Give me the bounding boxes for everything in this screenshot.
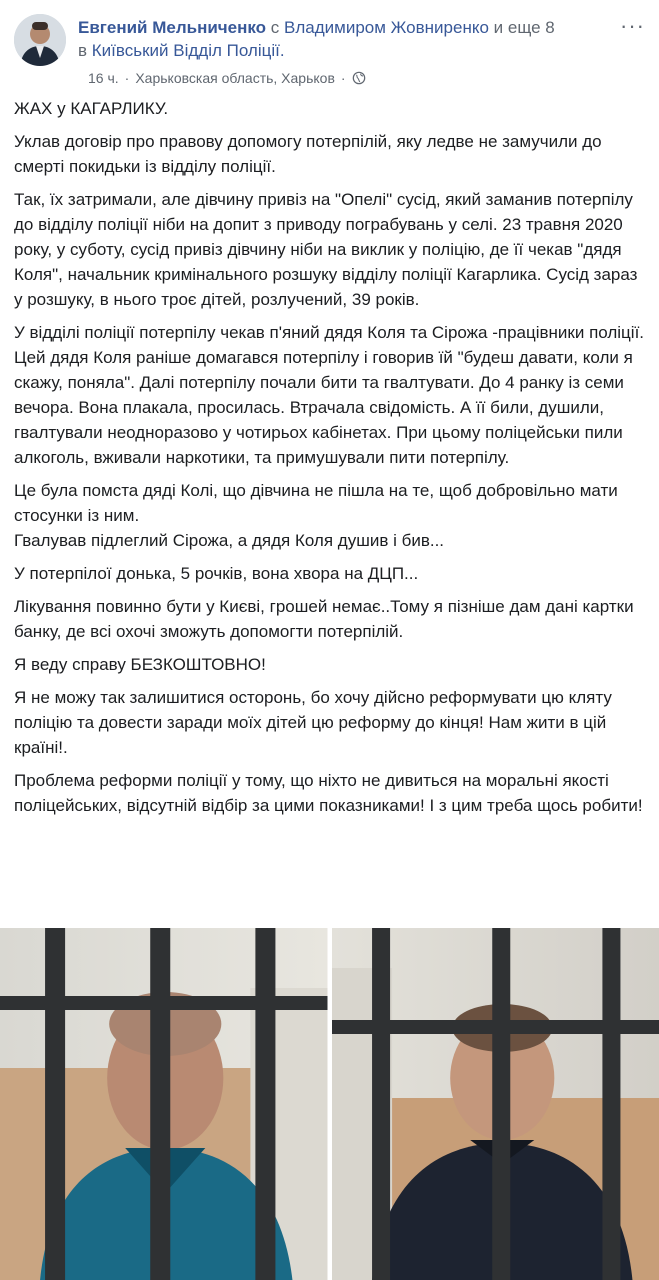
man-behind-bars-photo-icon [332,928,659,1280]
author-name-link[interactable]: Евгений Мельниченко [78,18,267,37]
post-paragraph: У потерпілої донька, 5 рочків, вона хвора на ДЦП... [14,564,419,583]
tagged-person-link[interactable]: Владимиром Жовниренко [284,18,489,37]
post-text [14,96,646,826]
post-paragraph: Це була помста дяді Колі, що дівчина не пішла на те, щоб добровільно мати стосунки із ним. Гвалував підлеглий Сірожа, а дядя Коля душив і бив... [14,481,618,550]
post-photos [0,928,659,1280]
post-header [0,0,659,96]
avatar[interactable] [14,14,66,66]
author-line [78,16,623,62]
post-paragraph: Я веду справу БЕЗКОШТОВНО! [14,655,266,674]
photo-right[interactable] [332,928,659,1280]
photo-left[interactable] [0,928,328,1280]
place-link[interactable]: Київський Відділ Поліції. [91,41,285,60]
post-paragraph: Так, їх затримали, але дівчину привіз на "Опелі" сусід, який заманив потерпілу до відділу поліції ніби на допит з приводу пограбувань у селі. 23 травня 2020 року, у суботу, сусід привіз дівчину ніби на виклик у поліцію, де її чекав "дядя Коля", начальник кримінального розшуку відділу поліції Кагарлика. Сусід зараз у розшуку, в нього троє дітей, розлучений, 39 років. [14,190,638,309]
more-options-icon[interactable]: ··· [620,13,645,38]
with-text: с [270,18,280,37]
meta-separator: · [340,70,346,86]
and-more-link[interactable]: и еще 8 [493,18,555,37]
in-text: в [78,41,88,60]
post-location-link[interactable]: Харьковская область, Харьков [135,70,335,86]
avatar-icon [14,14,66,66]
post-paragraph: Проблема реформи поліції у тому, що ніхто не дивиться на моральні якості поліцейських, відсутній відбір за цими показниками! І з цим треба щось робити! [14,771,643,815]
post-paragraph: ЖАХ у КАГАРЛИКУ. [14,99,169,118]
post-time-link[interactable]: 16 ч. [88,70,119,86]
meta-separator: · [124,70,130,86]
post-paragraph: Уклав договір про правову допомогу потерпілій, яку ледве не замучили до смерті покидьки із відділу поліції. [14,132,602,176]
post-paragraph: У відділі поліції потерпілу чекав п'яний дядя Коля та Сірожа -працівники поліції. Цей дядя Коля раніше домагався потерпілу і говорив їй "будеш давати, коли я скажу, поняла". Далі потерпілу почали бити та гвалтувати. До 4 ранку із семи вечора. Вона плакала, просилась. Втрачала свідомість. А її били, душили, гвалтували неодноразово у чотирьох кабінетах. При цьому поліцейськи пили алкоголь, вживали наркотики, та примушували пити потерпілу. [14,323,645,467]
man-behind-bars-photo-icon [0,928,328,1280]
globe-icon[interactable] [352,71,366,85]
post-paragraph: Я не можу так залишитися осторонь, бо хочу дійсно реформувати цю кляту поліцію та довести заради моїх дітей цю реформу до кінця! Нам жити в цій країні!. [14,688,612,757]
post-meta [88,70,366,86]
post-paragraph: Лікування повинно бути у Києві, грошей немає..Тому я пізніше дам дані картки банку, де всі охочі зможуть допомогти потерпілій. [14,597,634,641]
